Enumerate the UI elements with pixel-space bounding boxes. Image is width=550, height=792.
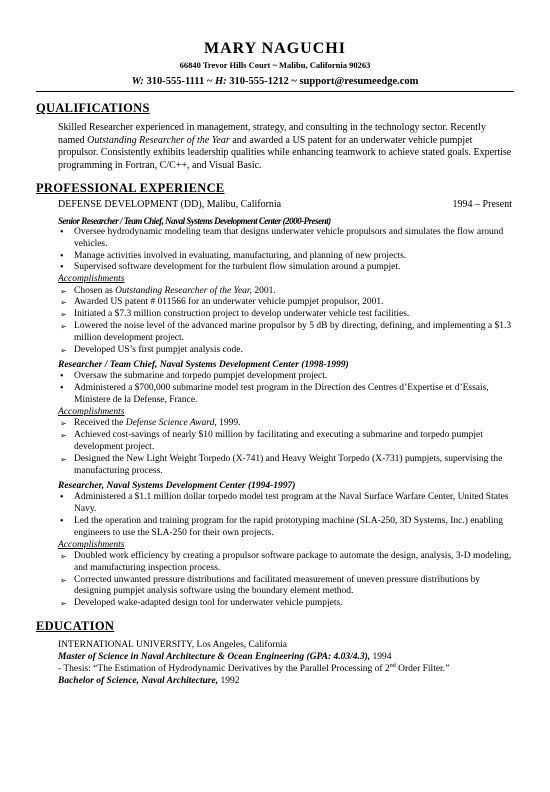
bs-year: 1992 bbox=[218, 676, 240, 687]
bs-degree: Bachelor of Science, Naval Architecture, bbox=[58, 676, 219, 687]
accomplishment-list bbox=[58, 286, 514, 357]
accomplishments-label: Accomplishments bbox=[58, 274, 125, 285]
thesis-line bbox=[58, 663, 514, 675]
role-bullets bbox=[58, 227, 514, 274]
list-item: • Oversee hydrodynamic modeling team that designs underwater vehicle propulsors and simulates the flow around vehicles. bbox=[58, 227, 514, 251]
acc-post: 1999. bbox=[216, 418, 241, 429]
employer-line bbox=[58, 199, 514, 211]
qualifications-text bbox=[58, 122, 514, 172]
qual-text-b: and awarded a US patent for an underwater vehicle pumpjet propulsor. Consistently exhibits leadership qualities while enhancing teamwork to achieve stated goals. Expertise programming in Fortran, C/C++, and Visual Basic. bbox=[58, 134, 512, 171]
list-item: • Administered a $1.1 million dollar torpedo model test program at the Naval Surface Warfare Center, United States Navy. bbox=[58, 492, 514, 516]
list-item: ➢ Developed wake-adapted design tool for underwater vehicle pumpjets. bbox=[58, 598, 514, 610]
role-title: Researcher, Naval Systems Development Center (1994-1997) bbox=[58, 481, 296, 492]
accomplishment-list bbox=[58, 551, 514, 610]
separator: ~ bbox=[206, 76, 213, 87]
contact-line bbox=[36, 75, 514, 92]
list-item: • Manage activities involved in evaluating, manufacturing, and planning of new projects. bbox=[58, 251, 514, 263]
list-item: ➢ Designed the New Light Weight Torpedo (X-741) and Heavy Weight Torpedo (X-731) pumpjets, supervising the manufacturing process. bbox=[58, 454, 514, 478]
list-item: • Led the operation and training program for the rapid prototyping machine (SLA-250, 3D Systems, Inc.) enabling engineers to use the SLA-250 for their own projects. bbox=[58, 516, 514, 540]
role-title: Researcher / Team Chief, Naval Systems Development Center (1998-1999) bbox=[58, 360, 349, 371]
school: INTERNATIONAL UNIVERSITY, Los Angeles, California bbox=[58, 640, 288, 651]
list-item: ➢ Corrected unwanted pressure distributions and facilitated measurement of uneven pressure distributions by designing pumpjet analysis software using the boundary element method. bbox=[58, 575, 514, 599]
qual-award: Outstanding Researcher of the Year bbox=[87, 134, 230, 146]
list-item bbox=[58, 418, 514, 430]
thesis-pre: - Thesis: “The Estimation of Hydrodynamic Derivatives by the Parallel Processing of 2 bbox=[58, 664, 390, 675]
list-item: ➢ Lowered the noise level of the advanced marine propulsor by 5 dB by directing, defining, and implementing a $1.3 million development project. bbox=[58, 321, 514, 345]
list-item: ➢ Achieved cost-savings of nearly $10 million by facilitating and executing a submarine and torpedo pumpjet development project. bbox=[58, 430, 514, 454]
education-heading: EDUCATION bbox=[36, 619, 115, 634]
accomplishment-list bbox=[58, 418, 514, 477]
list-item: • Oversaw the submarine and torpedo pumpjet development project. bbox=[58, 371, 514, 383]
email-link[interactable]: support@resumeedge.com bbox=[299, 76, 419, 87]
work-phone: 310-555-1111 bbox=[146, 76, 205, 87]
experience-body bbox=[58, 199, 514, 610]
bs-degree-line bbox=[58, 675, 514, 687]
acc-pre: Received the bbox=[74, 418, 126, 429]
list-item: ➢ Awarded US patent # 011566 for an underwater vehicle pumpjet propulsor, 2001. bbox=[58, 297, 514, 309]
acc-award: Defense Science Award, bbox=[125, 418, 217, 429]
home-phone: 310-555-1212 bbox=[229, 76, 289, 87]
ms-year: 1994 bbox=[370, 652, 392, 663]
thesis-post: Order Filter.” bbox=[395, 664, 450, 675]
experience-heading: PROFESSIONAL EXPERIENCE bbox=[36, 181, 225, 195]
work-label: W: bbox=[131, 76, 144, 87]
thesis-sup: nd bbox=[389, 662, 396, 669]
list-item bbox=[58, 286, 514, 298]
list-item: ➢ Developed US’s first pumpjet analysis code. bbox=[58, 345, 514, 357]
list-item: • Administered a $700,000 submarine model test program in the Direction des Centres d’Expertise et d’Essais, Ministere de la Defense, France. bbox=[58, 383, 514, 407]
accomplishments-label: Accomplishments bbox=[58, 539, 125, 550]
ms-degree: Master of Science in Naval Architecture & Ocean Engineering (GPA: 4.03/4.3), bbox=[58, 652, 371, 663]
qualifications-heading: QUALIFICATIONS bbox=[36, 101, 150, 115]
employment-dates: 1994 – Present bbox=[452, 199, 512, 210]
list-item: • Supervised software development for the turbulent flow simulation around a pumpjet. bbox=[58, 262, 514, 274]
list-item: ➢ Doubled work efficiency by creating a propulsor software package to automate the design, analysis, 3-D modeling, and manufacturing inspection process. bbox=[58, 551, 514, 575]
acc-award: Outstanding Researcher of the Year, bbox=[115, 285, 252, 296]
separator: ~ bbox=[291, 76, 297, 87]
address: 66840 Trevor Hills Court ~ Malibu, California 90263 bbox=[179, 60, 371, 70]
role-bullets bbox=[58, 371, 514, 406]
ms-degree-line bbox=[58, 651, 514, 663]
education-body bbox=[58, 639, 514, 687]
home-label: H: bbox=[214, 76, 227, 87]
acc-post: 2001. bbox=[251, 285, 276, 296]
accomplishments-label: Accomplishments bbox=[58, 406, 125, 417]
list-item: ➢ Initiated a $7.3 million construction project to develop underwater vehicle test facilities. bbox=[58, 309, 514, 321]
role-bullets bbox=[58, 492, 514, 539]
acc-pre: Chosen as bbox=[74, 285, 116, 296]
qual-text-a: Skilled Researcher experienced in management, strategy, and consulting in the technology sector. Recently named bbox=[58, 122, 486, 146]
employer: DEFENSE DEVELOPMENT (DD), Malibu, California bbox=[58, 199, 282, 210]
candidate-name: MARY NAGUCHI bbox=[204, 40, 346, 57]
role-title: Senior Researcher / Team Chief, Naval Systems Development Center (2000-Present) bbox=[58, 216, 331, 226]
